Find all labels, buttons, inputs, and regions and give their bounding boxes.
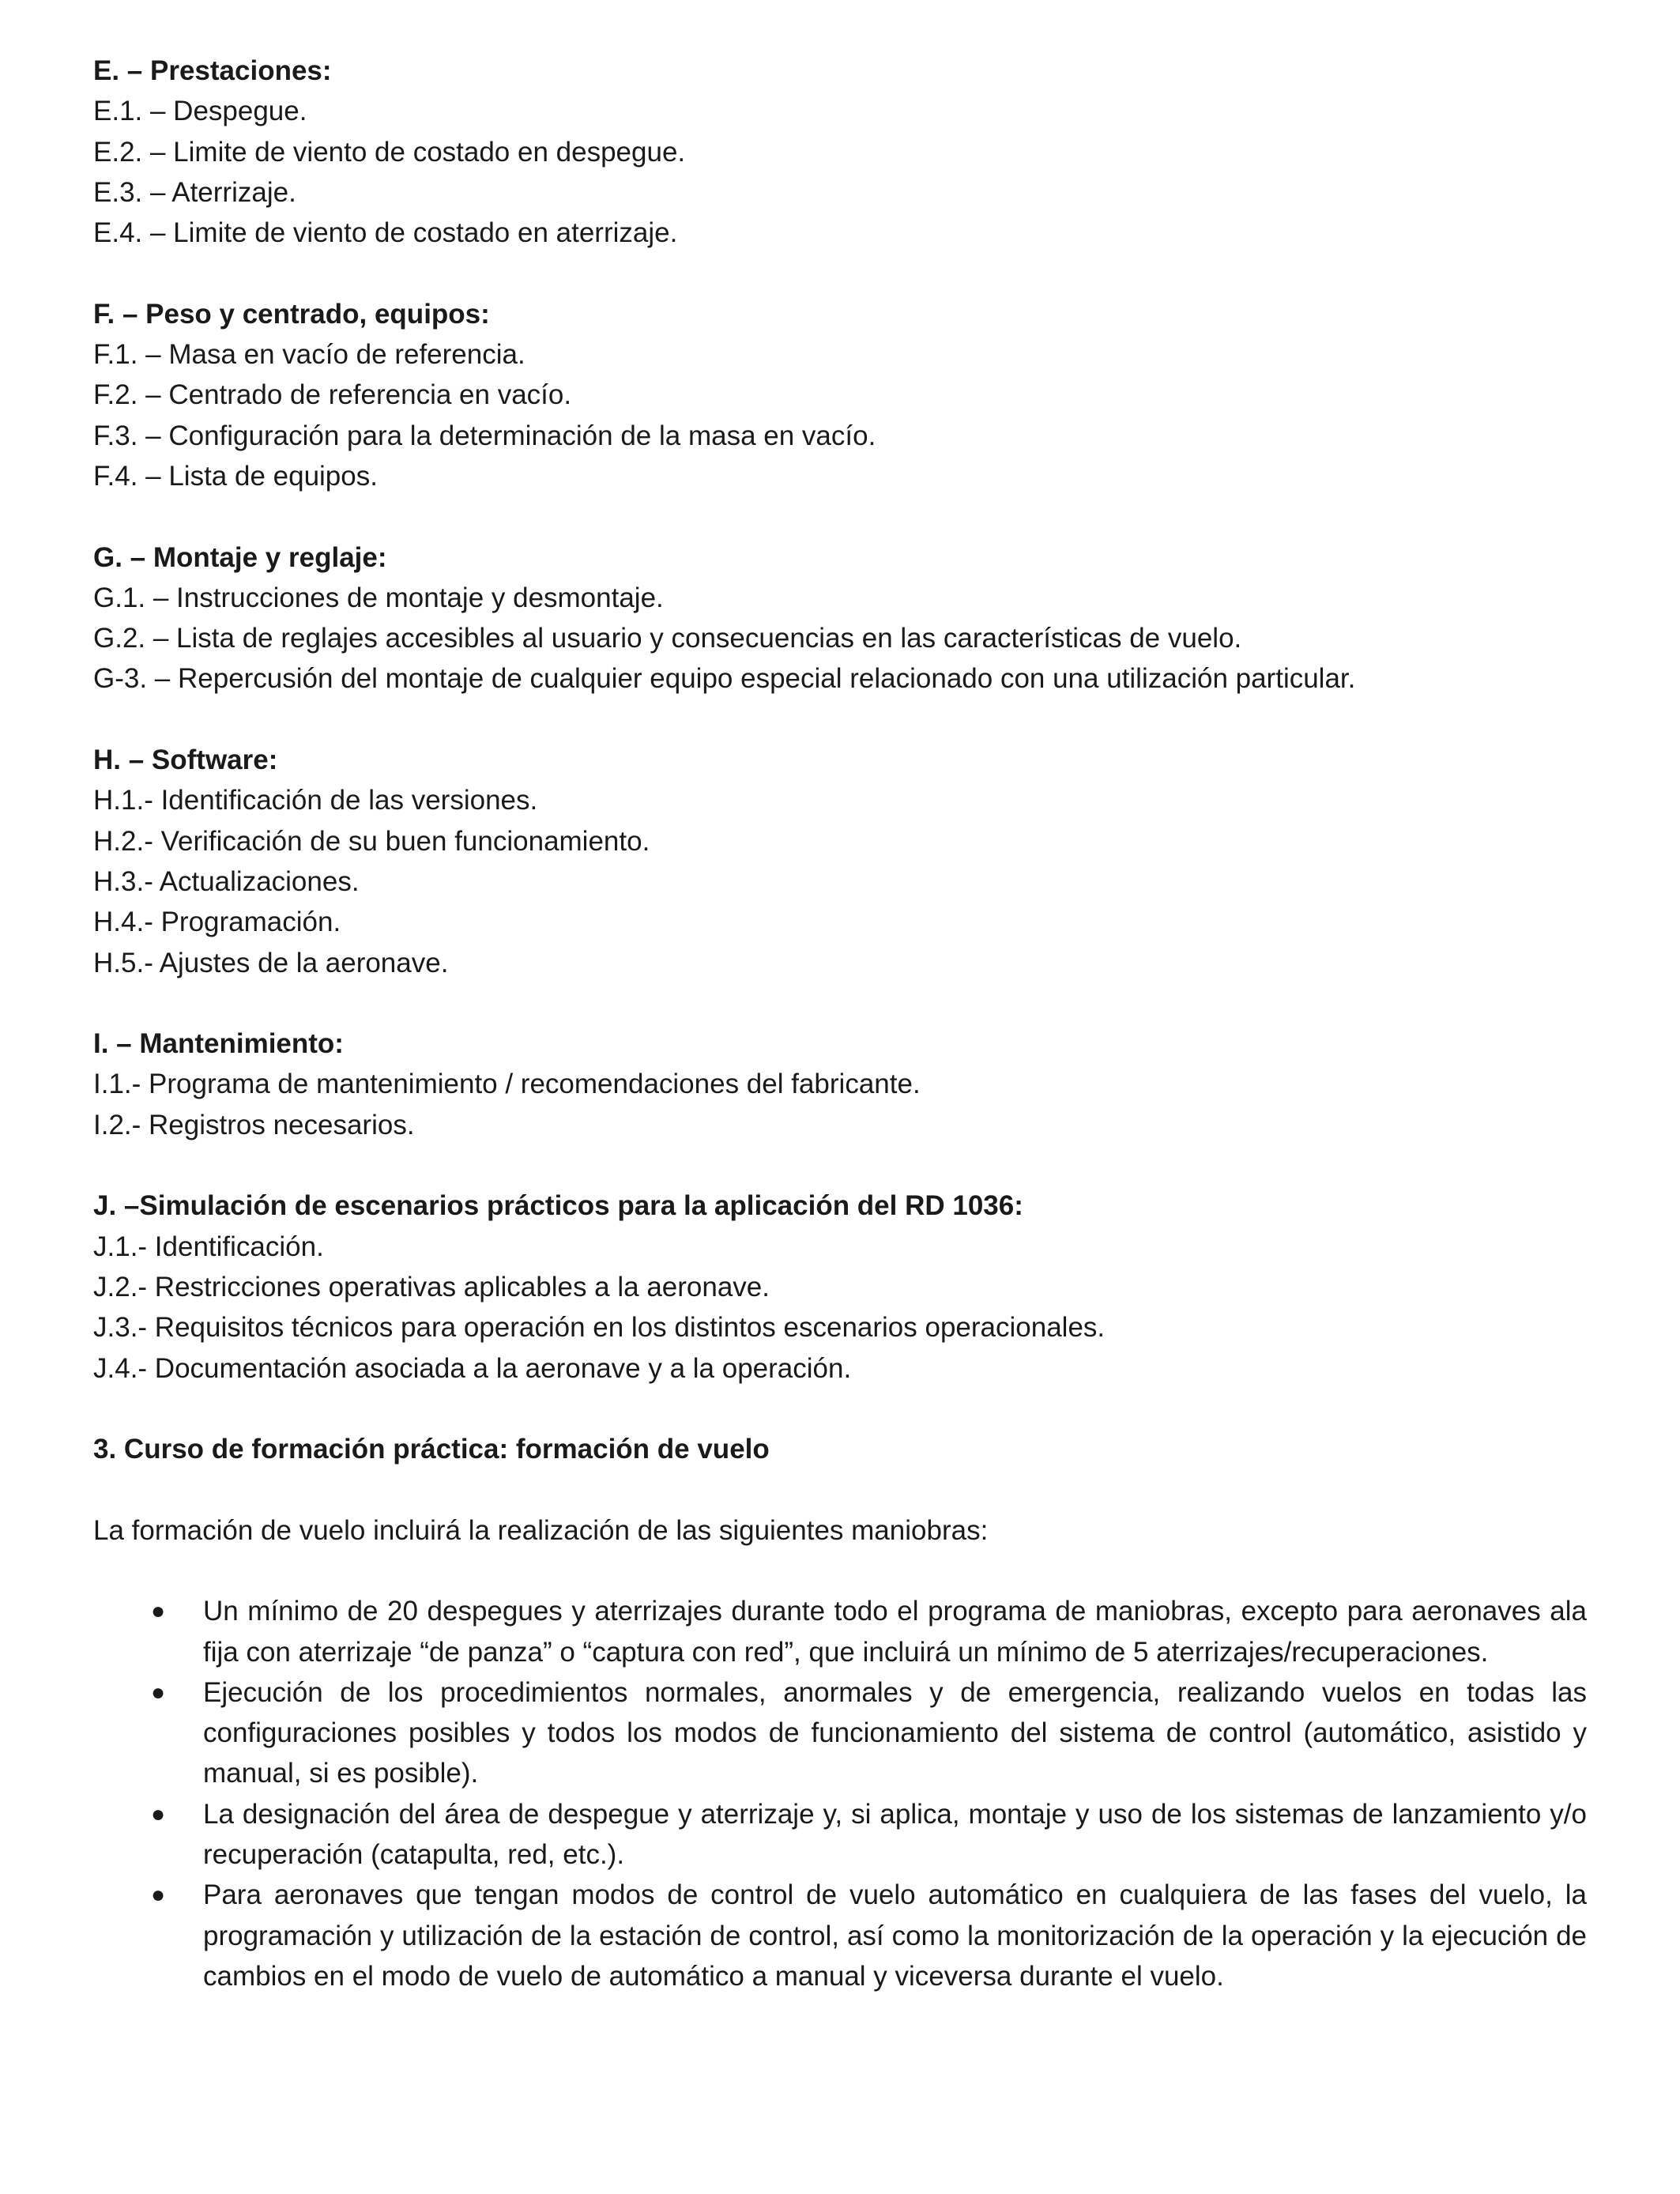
section-g [93, 537, 1587, 699]
section-f [93, 294, 1587, 496]
section-item: I.2.- Registros necesarios. [93, 1109, 415, 1140]
section-item: J.3.- Requisitos técnicos para operación en los distintos escenarios operacionales. [93, 1312, 1106, 1344]
section-item: F.4. – Lista de equipos. [93, 460, 378, 492]
section-item: E.1. – Despegue. [93, 96, 307, 127]
section-e [93, 51, 1587, 253]
section-item: E.4. – Limite de viento de costado en aterrizaje. [93, 217, 678, 249]
section-heading: I. – Mantenimiento: [93, 1028, 344, 1060]
list-item-text: Un mínimo de 20 despegues y aterrizajes durante todo el programa de maniobras, excepto para aeronaves ala fija con aterrizaje “de panza” o “captura con red”, que incluirá un mínimo de 5 aterrizajes/recuperaciones. [203, 1596, 1587, 1668]
section-item: G.1. – Instrucciones de montaje y desmontaje. [93, 582, 664, 613]
paragraph-gap [93, 1469, 1587, 1510]
section-heading: E. – Prestaciones: [93, 55, 332, 86]
section-heading: H. – Software: [93, 745, 278, 776]
section-item: H.1.- Identificación de las versiones. [93, 785, 538, 816]
section-item: E.3. – Aterrizaje. [93, 176, 296, 208]
section-item: H.5.- Ajustes de la aeronave. [93, 947, 449, 978]
section-heading: J. –Simulación de escenarios prácticos para la aplicación del RD 1036: [93, 1190, 1023, 1222]
maneuver-list [93, 1591, 1587, 1996]
section-item: F.3. – Configuración para la determinación de la masa en vacío. [93, 420, 876, 451]
list-item-text: Para aeronaves que tengan modos de control de vuelo automático en cualquiera de las fases del vuelo, la programación y utilización de la estación de control, así como la monitorización de la operación y la ejecución de cambios en el modo de vuelo de automático a manual y viceversa durante el vuelo. [203, 1879, 1587, 1992]
list-item-text: La designación del área de despegue y aterrizaje y, si aplica, montaje y uso de los sistemas de lanzamiento y/o recuperación (catapulta, red, etc.). [203, 1798, 1587, 1871]
list-item-text: Ejecución de los procedimientos normales, anormales y de emergencia, realizando vuelos en todas las configuraciones posibles y todos los modos de funcionamiento del sistema de control (automático, asistido y manual, si es posible). [203, 1676, 1587, 1789]
paragraph-gap [93, 1389, 1587, 1429]
section-h [93, 740, 1587, 983]
course-section [93, 1429, 1587, 1996]
course-intro: La formación de vuelo incluirá la realización de las siguientes maniobras: [93, 1514, 989, 1546]
paragraph-gap [93, 253, 1587, 293]
section-item: H.4.- Programación. [93, 907, 341, 938]
bullet-icon: ● [151, 1800, 166, 1827]
paragraph-gap [93, 1551, 1587, 1591]
list-item [93, 1794, 1587, 1875]
list-item [93, 1672, 1587, 1794]
section-item: G.2. – Lista de reglajes accesibles al usuario y consecuencias en las características de vuelo. [93, 623, 1242, 654]
section-item: F.1. – Masa en vacío de referencia. [93, 339, 525, 371]
paragraph-gap [93, 496, 1587, 537]
document-page [93, 51, 1587, 1996]
section-i [93, 1023, 1587, 1145]
section-item: H.2.- Verificación de su buen funcionamiento. [93, 825, 650, 857]
section-heading: F. – Peso y centrado, equipos: [93, 298, 490, 330]
list-item [93, 1591, 1587, 1672]
section-item: J.1.- Identificación. [93, 1231, 324, 1262]
section-heading: G. – Montaje y reglaje: [93, 541, 387, 573]
paragraph-gap [93, 983, 1587, 1023]
bullet-icon: ● [151, 1882, 166, 1909]
section-item: J.2.- Restricciones operativas aplicables a la aeronave. [93, 1271, 770, 1302]
bullet-icon: ● [151, 1679, 166, 1706]
paragraph-gap [93, 1145, 1587, 1186]
section-item: E.2. – Limite de viento de costado en despegue. [93, 136, 686, 168]
section-item: H.3.- Actualizaciones. [93, 865, 360, 897]
section-item: F.2. – Centrado de referencia en vacío. [93, 379, 572, 411]
course-heading: 3. Curso de formación práctica: formación de vuelo [93, 1434, 770, 1465]
bullet-icon: ● [151, 1598, 166, 1625]
paragraph-gap [93, 699, 1587, 740]
list-item [93, 1875, 1587, 1996]
section-item: I.1.- Programa de mantenimiento / recomendaciones del fabricante. [93, 1069, 921, 1100]
section-item: J.4.- Documentación asociada a la aeronave y a la operación. [93, 1352, 852, 1384]
section-item: G-3. – Repercusión del montaje de cualquier equipo especial relacionado con una utilización particular. [93, 663, 1356, 695]
section-j [93, 1186, 1587, 1388]
